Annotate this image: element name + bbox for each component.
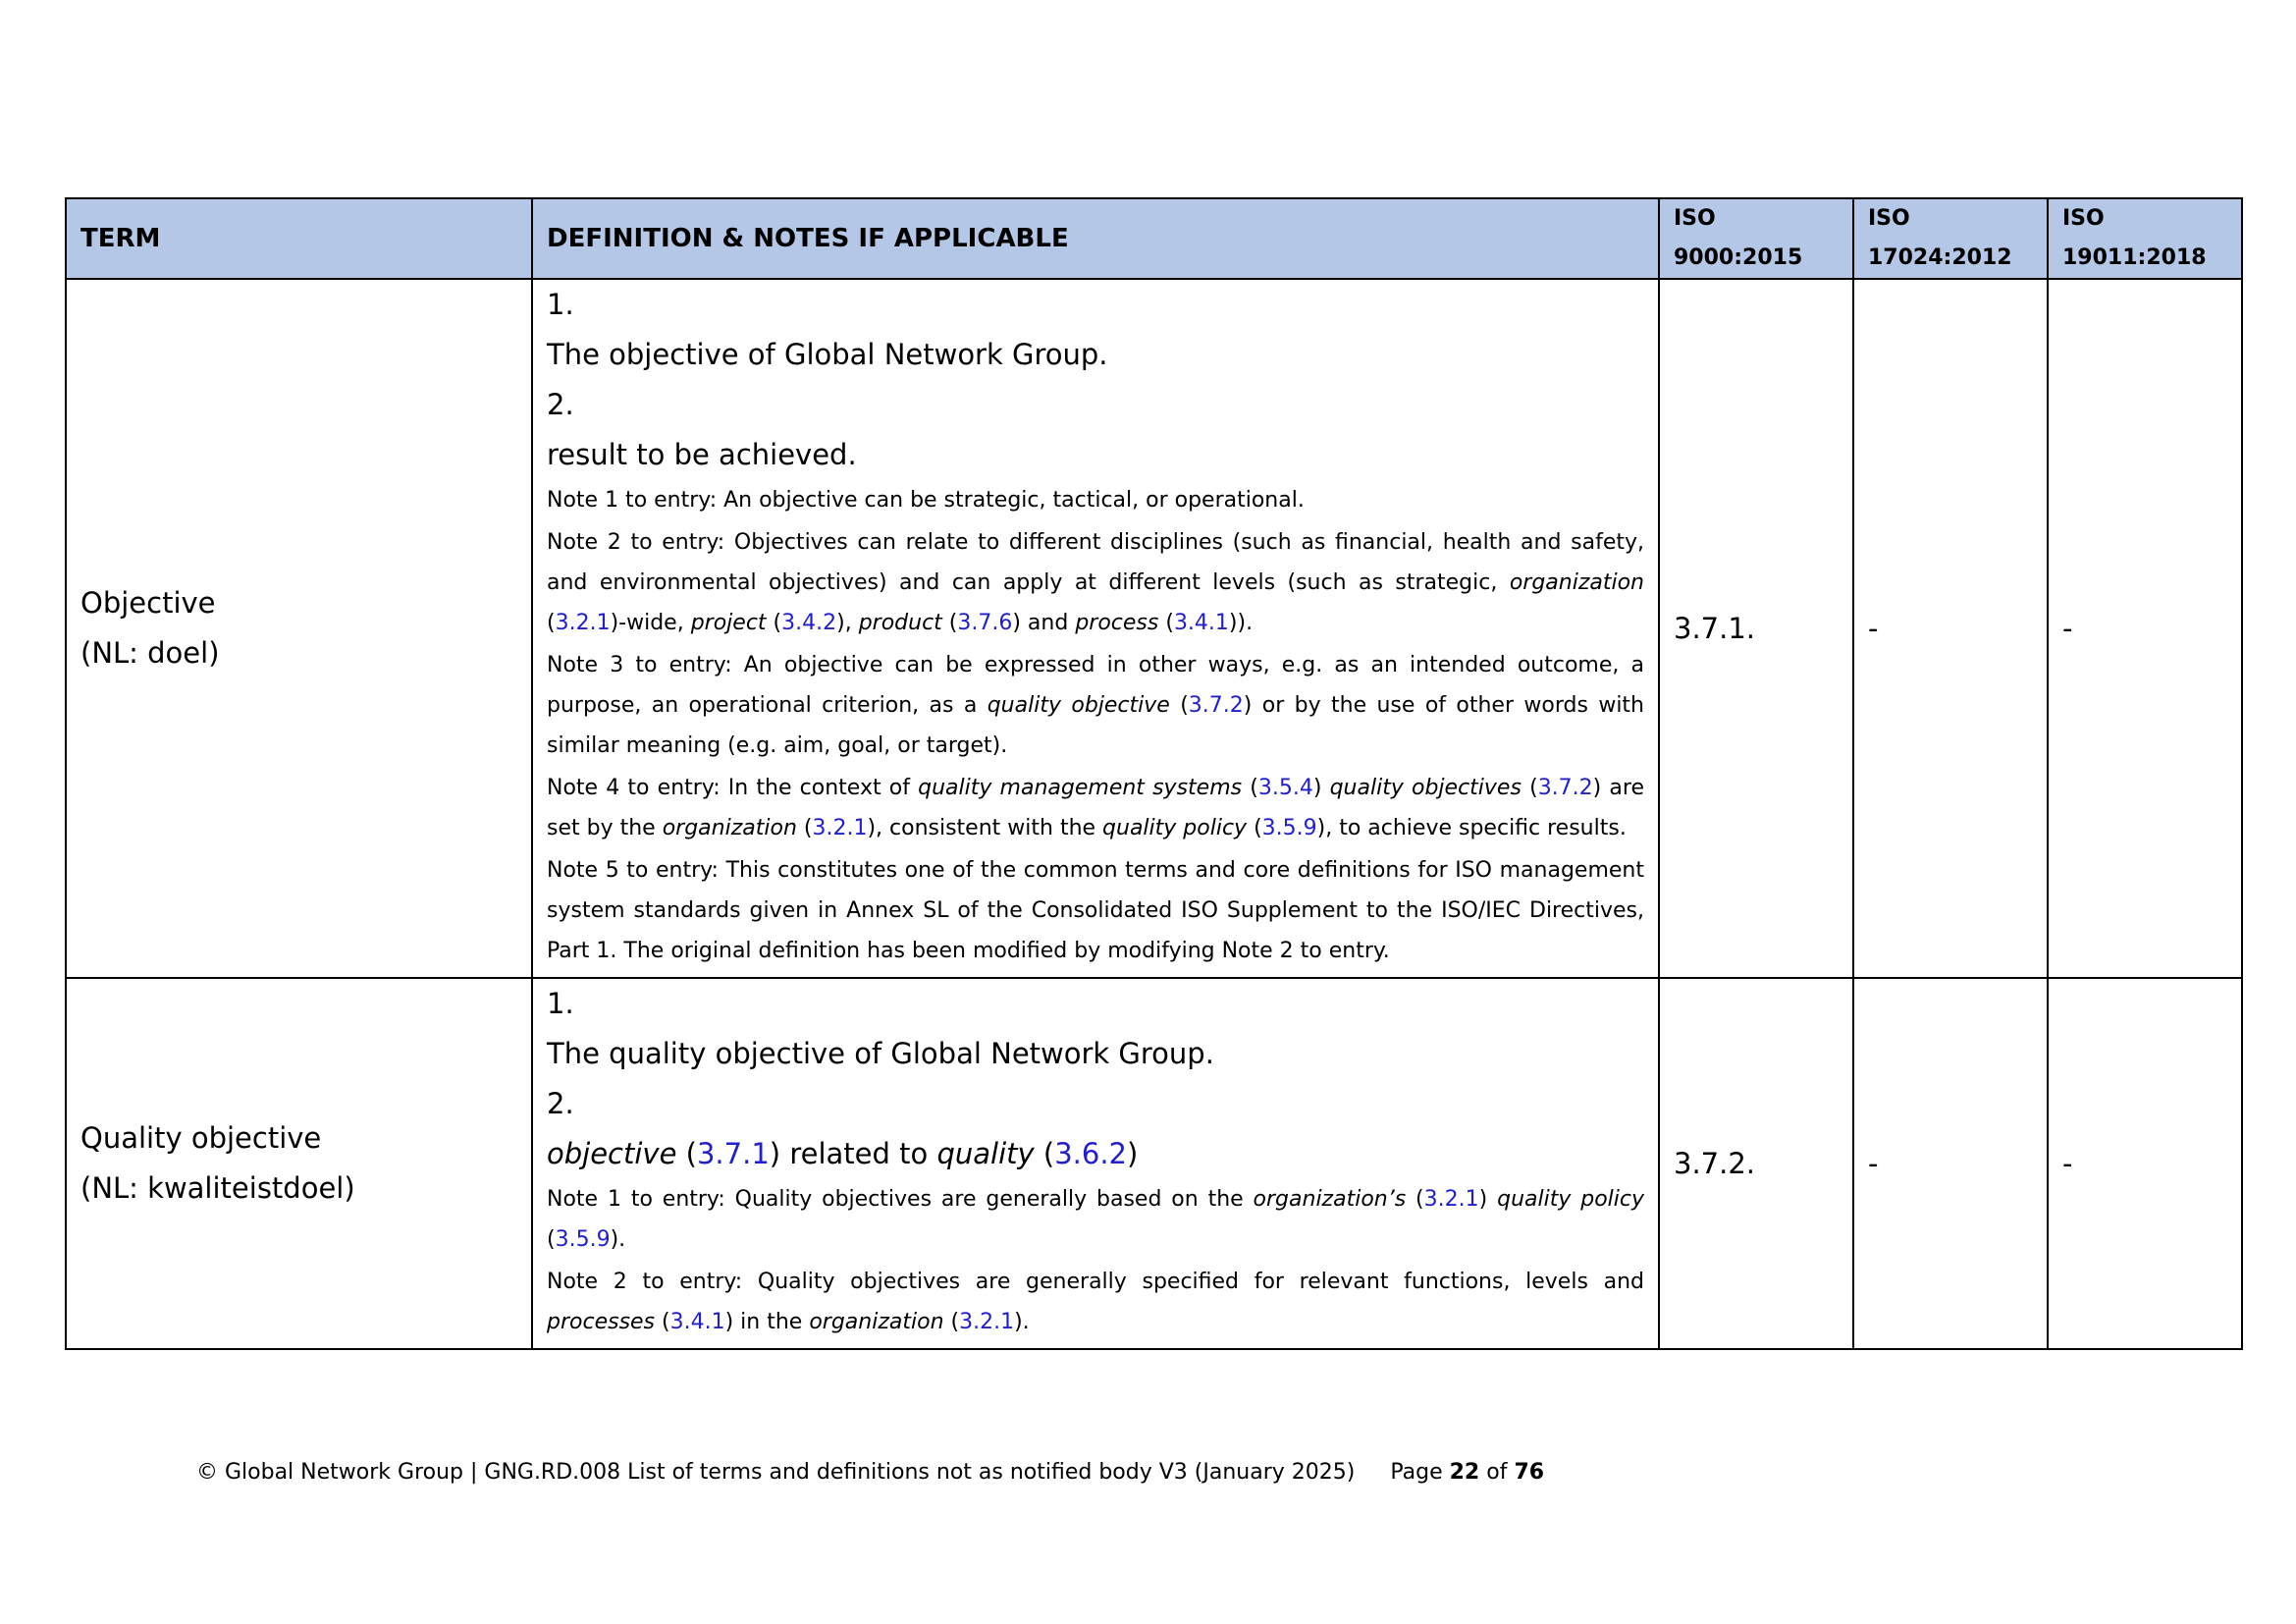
term-cell xyxy=(66,279,532,978)
header-iso9000-year: 9000:2015 xyxy=(1674,245,1803,270)
definition-number: 2. xyxy=(547,1087,574,1120)
clause-reference: 3.4.1 xyxy=(669,1310,725,1334)
definition-cell xyxy=(532,978,1659,1349)
definition-number: 1. xyxy=(547,288,574,321)
page-footer xyxy=(196,1460,1544,1485)
note-text: ) or by the use of other words with similar meaning (e.g. aim, goal, or target). xyxy=(547,693,1644,758)
term-cell xyxy=(66,978,532,1349)
clause-reference: 3.2.1 xyxy=(555,611,611,635)
italic-term: process xyxy=(1075,611,1159,635)
definition-number: 1. xyxy=(547,987,574,1020)
note-text: Note 1 to entry: An objective can be strategic, tactical, or operational. xyxy=(547,488,1305,513)
clause-reference: 3.4.1 xyxy=(1173,611,1229,635)
note-text: ( xyxy=(941,611,958,635)
note-text: ( xyxy=(655,1310,670,1334)
note-entry xyxy=(547,645,1644,766)
italic-term: quality objective xyxy=(987,693,1170,718)
term-dutch: (NL: kwaliteistdoel) xyxy=(80,1171,355,1205)
clause-reference: 3.2.1 xyxy=(959,1310,1015,1334)
note-text: ) and xyxy=(1012,611,1076,635)
note-text: ( xyxy=(943,1310,960,1334)
note-text: ( xyxy=(1521,776,1538,800)
definition-number: 2. xyxy=(547,388,574,421)
table-row xyxy=(66,279,2242,978)
iso19011-clause: - xyxy=(2048,978,2242,1349)
definition-text: The objective of Global Network Group. xyxy=(547,338,1108,371)
italic-term: product xyxy=(858,611,942,635)
page-of: of xyxy=(1486,1460,1508,1485)
clause-reference: 3.2.1 xyxy=(812,816,868,840)
italic-term: organization’s xyxy=(1253,1187,1407,1212)
note-text: ( xyxy=(1247,816,1262,840)
note-entry xyxy=(547,768,1644,848)
italic-term: project xyxy=(690,611,767,635)
note-text: ), xyxy=(836,611,859,635)
note-text: ( xyxy=(1406,1187,1424,1212)
note-text: ( xyxy=(766,611,782,635)
note-text: )-wide, xyxy=(610,611,691,635)
iso9000-clause: 3.7.2. xyxy=(1659,978,1853,1349)
italic-term: organization xyxy=(1509,570,1644,595)
header-term: TERM xyxy=(66,198,532,279)
italic-term: quality policy xyxy=(1102,816,1248,840)
header-definition: DEFINITION & NOTES IF APPLICABLE xyxy=(532,198,1659,279)
header-iso17024-year: 17024:2012 xyxy=(1868,245,2012,270)
page-number xyxy=(1390,1460,1544,1485)
header-iso17024-label: ISO xyxy=(1868,206,1910,231)
note-text: ), to achieve specific results. xyxy=(1316,816,1627,840)
note-text: ) in the xyxy=(724,1310,810,1334)
italic-term: organization xyxy=(809,1310,944,1334)
notes-list xyxy=(547,480,1644,971)
table-header-row xyxy=(66,198,2242,279)
page-current: 22 xyxy=(1449,1460,1480,1485)
header-iso17024 xyxy=(1853,198,2048,279)
page-total: 76 xyxy=(1514,1460,1545,1485)
clause-reference: 3.2.1 xyxy=(1423,1187,1479,1212)
note-text: ( xyxy=(1242,776,1258,800)
note-text: ). xyxy=(1014,1310,1030,1334)
note-text: Note 1 to entry: Quality objectives are generally based on the xyxy=(547,1187,1254,1212)
notes-list xyxy=(547,1179,1644,1342)
note-text: ), consistent with the xyxy=(867,816,1103,840)
term-name: Objective xyxy=(80,586,216,620)
definition-text: result to be achieved. xyxy=(547,438,857,471)
header-iso19011-year: 19011:2018 xyxy=(2062,245,2207,270)
note-text: ( xyxy=(1034,1137,1055,1170)
header-iso19011-label: ISO xyxy=(2062,206,2105,231)
italic-term: objective xyxy=(547,1137,677,1170)
note-entry xyxy=(547,1262,1644,1342)
note-text: ) xyxy=(1312,776,1330,800)
clause-reference: 3.5.9 xyxy=(1261,816,1317,840)
clause-reference: 3.7.2 xyxy=(1188,693,1244,718)
note-text: Note 3 to entry: An objective can be expressed in other ways, e.g. as an intended outcome, a purpose, an operational criterion, as a xyxy=(547,653,1644,718)
italic-term: quality objectives xyxy=(1329,776,1522,800)
term-dutch: (NL: doel) xyxy=(80,636,220,670)
italic-term: organization xyxy=(662,816,797,840)
note-entry xyxy=(547,1179,1644,1260)
iso17024-clause: - xyxy=(1853,978,2048,1349)
note-text: Note 5 to entry: This constitutes one of the common terms and core definitions for ISO management system standards given in Annex SL of the Consolidated ISO Supplement to the ISO/IEC Directives, Part 1. The original definition has been modified by modifying Note 2 to entry. xyxy=(547,858,1644,963)
term-name: Quality objective xyxy=(80,1121,322,1155)
header-iso19011 xyxy=(2048,198,2242,279)
note-text: ) related to xyxy=(769,1137,937,1170)
clause-reference: 3.5.4 xyxy=(1257,776,1313,800)
note-entry xyxy=(547,480,1644,520)
note-text: Note 2 to entry: Quality objectives are generally specified for relevant functions, levels and xyxy=(547,1270,1644,1294)
note-text: ) xyxy=(1127,1137,1139,1170)
note-text: )). xyxy=(1228,611,1254,635)
clause-reference: 3.6.2 xyxy=(1054,1137,1128,1170)
note-text: ( xyxy=(547,611,556,635)
page-label: Page xyxy=(1390,1460,1443,1485)
note-text: ( xyxy=(547,1227,556,1252)
definition-rich-text xyxy=(547,1129,1644,1179)
note-text: Note 2 to entry: Objectives can relate to different disciplines (such as financial, health and safety, and environmental objectives) and can apply at different levels (such as strategic, xyxy=(547,530,1644,595)
definition-text: The quality objective of Global Network Group. xyxy=(547,1037,1214,1070)
italic-term: processes xyxy=(547,1310,656,1334)
header-iso9000-label: ISO xyxy=(1674,206,1716,231)
italic-term: quality xyxy=(936,1137,1035,1170)
note-entry xyxy=(547,850,1644,971)
header-iso9000 xyxy=(1659,198,1853,279)
iso17024-clause: - xyxy=(1853,279,2048,978)
note-text: ( xyxy=(1158,611,1174,635)
iso9000-clause: 3.7.1. xyxy=(1659,279,1853,978)
terms-table xyxy=(65,197,2243,1350)
table-row xyxy=(66,978,2242,1349)
note-text: ) are set by the xyxy=(547,776,1644,840)
definition-cell xyxy=(532,279,1659,978)
footer-copyright: © Global Network Group | GNG.RD.008 List of terms and definitions not as notified body V3 (January 2025) xyxy=(196,1460,1356,1485)
note-text: ) xyxy=(1478,1187,1498,1212)
italic-term: quality policy xyxy=(1497,1187,1645,1212)
iso19011-clause: - xyxy=(2048,279,2242,978)
note-entry xyxy=(547,522,1644,643)
italic-term: quality management systems xyxy=(918,776,1243,800)
clause-reference: 3.7.6 xyxy=(957,611,1013,635)
clause-reference: 3.4.2 xyxy=(781,611,837,635)
note-text: ( xyxy=(796,816,813,840)
clause-reference: 3.7.2 xyxy=(1537,776,1593,800)
note-text: ( xyxy=(1169,693,1189,718)
clause-reference: 3.7.1 xyxy=(696,1137,770,1170)
note-text: ). xyxy=(610,1227,626,1252)
clause-reference: 3.5.9 xyxy=(555,1227,611,1252)
note-text: Note 4 to entry: In the context of xyxy=(547,776,919,800)
note-text: ( xyxy=(676,1137,697,1170)
